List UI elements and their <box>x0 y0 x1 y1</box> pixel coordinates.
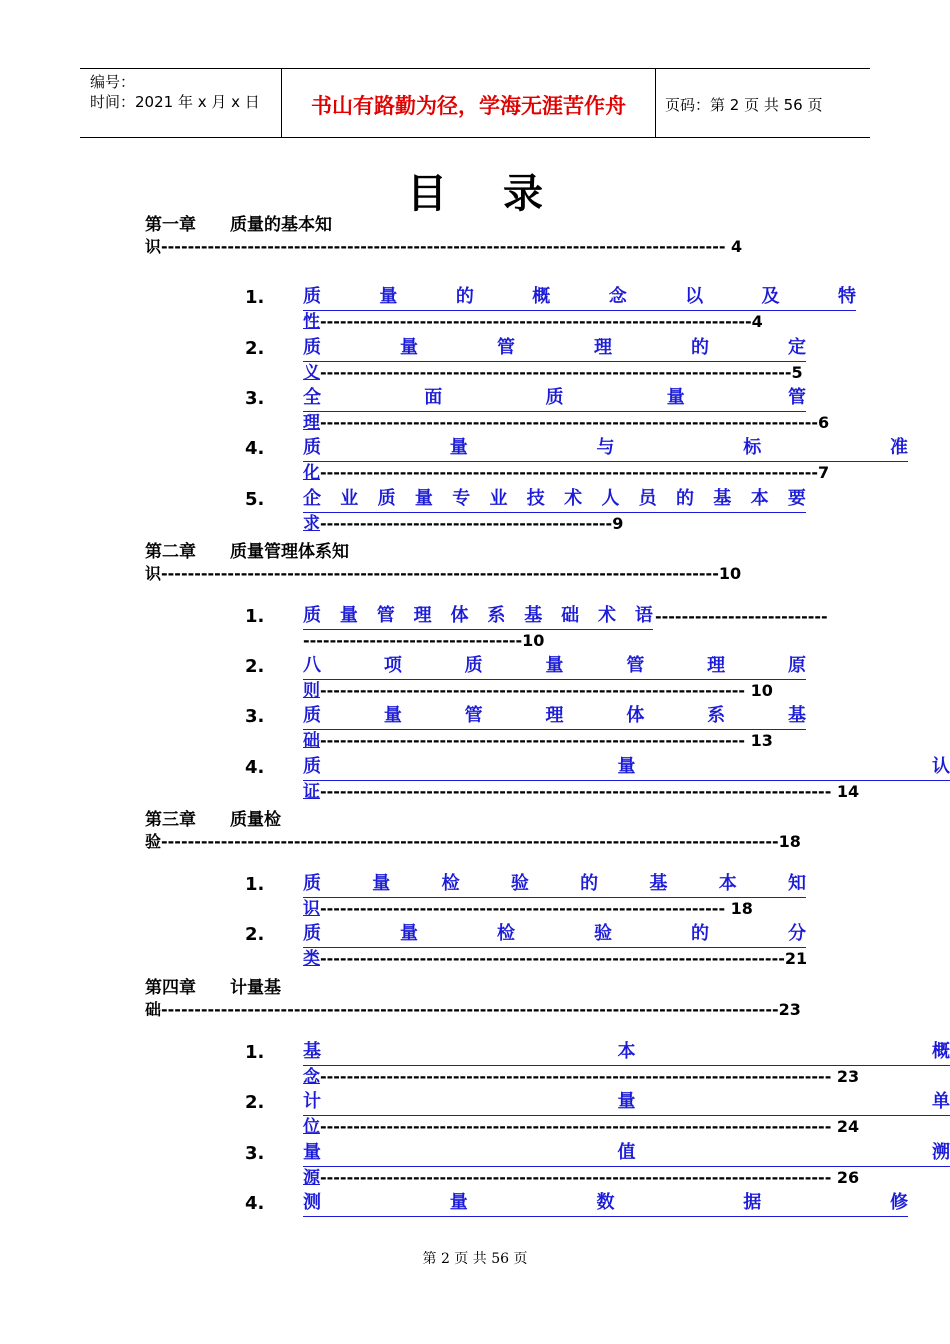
toc-item-page: 9 <box>612 514 624 533</box>
toc-item-char: 人 <box>601 488 620 509</box>
toc-item-char: 管 <box>788 387 806 408</box>
toc-item-char: 量 <box>449 1192 468 1213</box>
toc-item-char: 量 <box>383 705 402 726</box>
motto-text: 书山有路勤为径，学海无涯苦作舟 <box>311 94 626 118</box>
toc-item-char: 及 <box>761 286 780 307</box>
toc-item-dashes: ----------------------------------------------------------------------- <box>320 363 792 382</box>
toc-item-number: 4. <box>245 1193 265 1214</box>
toc-item-dashes: ----------------------------------------------------------------- <box>320 312 752 331</box>
toc-item-char: 的 <box>580 873 599 894</box>
toc-item-continuation <box>303 681 773 701</box>
toc-item-char: 质 <box>303 337 321 358</box>
chapter-title: 质量管理体系知 <box>230 542 349 562</box>
toc-item-char: 基 <box>713 488 732 509</box>
chapter-title-cont: 验 <box>145 832 162 851</box>
page-footer: 第 2 页 共 56 页 <box>422 1251 528 1267</box>
toc-item-char: 质 <box>377 488 396 509</box>
chapter-dashes: --------------------------------------------------------------------------------------------- <box>161 1000 779 1019</box>
toc-item-link[interactable] <box>303 1091 950 1116</box>
page-header <box>80 68 870 138</box>
toc-item-char: 的 <box>691 923 709 944</box>
toc-item-char: 术 <box>564 488 583 509</box>
toc-item-dashes: -------------------------------------------- <box>320 514 613 533</box>
toc-item-char: 质 <box>545 387 564 408</box>
toc-item-char: 单 <box>932 1091 950 1112</box>
toc-item-page: 14 <box>831 782 860 801</box>
toc-item-page: 24 <box>831 1117 860 1136</box>
header-page-cell <box>655 69 870 137</box>
toc-item-link[interactable] <box>303 655 806 680</box>
toc-item-char: 量 <box>666 387 685 408</box>
toc-item-char: 质 <box>303 705 321 726</box>
toc-item-dashes: ---------------------------------------------------------------------- <box>320 949 785 968</box>
toc-item-char: 标 <box>743 437 762 458</box>
toc-item-char: 管 <box>497 337 515 358</box>
toc-item-number: 2. <box>245 656 265 677</box>
toc-item-char: 专 <box>452 488 471 509</box>
toc-item-number: 1. <box>245 874 265 895</box>
toc-item-dashes: ---------------------------------------------------------------- <box>320 731 745 750</box>
time-label: 时间：2021 年 x 月 x 日 <box>90 93 260 111</box>
chapter-leader <box>145 997 801 1020</box>
toc-item-trailing-dashes: -------------------------- <box>655 607 828 626</box>
toc-item-page: 13 <box>745 731 773 750</box>
toc-item-char: 量 <box>400 923 418 944</box>
toc-item-number: 1. <box>245 606 265 627</box>
toc-item-char: 认 <box>932 756 950 777</box>
toc-item-number: 4. <box>245 438 265 459</box>
toc-item-char: 量 <box>617 756 636 777</box>
toc-item-page: 7 <box>818 463 830 482</box>
toc-item-char: 系 <box>487 605 506 626</box>
toc-item-char: 基 <box>524 605 543 626</box>
toc-item-char: 概 <box>532 286 551 307</box>
toc-item-last-char: 识 <box>303 899 320 919</box>
toc-item-dashes: ------------------------------------------------------------- <box>320 899 726 918</box>
toc-item-number: 3. <box>245 1143 265 1164</box>
toc-item-char: 本 <box>617 1041 636 1062</box>
toc-item-char: 修 <box>890 1192 908 1213</box>
toc-item-char: 管 <box>626 655 645 676</box>
toc-item-char: 业 <box>489 488 508 509</box>
toc-item-link[interactable] <box>303 437 908 462</box>
toc-item-char: 管 <box>464 705 483 726</box>
toc-item-link[interactable] <box>303 1192 908 1217</box>
toc-item-number: 2. <box>245 1092 265 1113</box>
toc-item-char: 念 <box>608 286 627 307</box>
toc-item-char: 项 <box>383 655 402 676</box>
page-info: 页码：第 2 页 共 56 页 <box>665 96 823 114</box>
toc-item-char: 质 <box>303 286 321 307</box>
toc-item-char: 原 <box>787 655 806 676</box>
toc-item-continuation <box>303 514 623 534</box>
toc-item-continuation <box>303 782 859 802</box>
toc-item-char: 质 <box>303 923 321 944</box>
chapter-number: 第四章 <box>145 978 196 998</box>
toc-item-char: 量 <box>303 1142 321 1163</box>
toc-item-number: 1. <box>245 287 265 308</box>
toc-item-char: 数 <box>596 1192 615 1213</box>
toc-item-last-char: 性 <box>303 312 320 332</box>
toc-item-page: 10 <box>522 631 545 650</box>
toc-item-last-char: 则 <box>303 681 320 701</box>
toc-item-char: 术 <box>598 605 616 626</box>
chapter-heading <box>145 973 281 998</box>
toc-item-char: 以 <box>685 286 704 307</box>
chapter-number: 第一章 <box>145 215 196 235</box>
toc-item-dashes: ----------------------------------------------------------------------------- <box>320 1117 832 1136</box>
toc-item-char: 验 <box>510 873 529 894</box>
chapter-leader <box>145 234 742 257</box>
toc-item-dashes: ----------------------------------------------------------------------------- <box>320 782 832 801</box>
toc-item-char: 全 <box>303 387 321 408</box>
header-info-cell <box>80 69 281 137</box>
toc-item-link[interactable] <box>303 873 806 898</box>
toc-item-number: 4. <box>245 757 265 778</box>
chapter-dashes: ------------------------------------------------------------------------------------- <box>161 237 726 256</box>
chapter-leader <box>145 561 741 584</box>
toc-item-link[interactable] <box>303 705 806 730</box>
number-label: 编号： <box>90 73 136 91</box>
toc-item-dashes: --------------------------------------------------------------------------- <box>320 463 819 482</box>
toc-item-char: 量 <box>372 873 391 894</box>
toc-item-char: 量 <box>617 1091 636 1112</box>
chapter-heading <box>145 210 332 235</box>
toc-item-char: 计 <box>303 1091 321 1112</box>
toc-item-char: 八 <box>303 655 321 676</box>
toc-item-char: 溯 <box>932 1142 950 1163</box>
toc-item-char: 据 <box>743 1192 762 1213</box>
chapter-page: 18 <box>778 832 801 851</box>
toc-item-link[interactable] <box>303 1041 950 1066</box>
toc-item-continuation <box>303 312 763 332</box>
toc-item-link[interactable] <box>303 605 653 630</box>
toc-item-number: 5. <box>245 489 265 510</box>
toc-item-last-char: 念 <box>303 1067 320 1087</box>
toc-item-page: 5 <box>791 363 803 382</box>
toc-item-last-char: 类 <box>303 949 320 969</box>
toc-item-page: 21 <box>784 949 808 968</box>
toc-item-char: 质 <box>464 655 483 676</box>
toc-item-char: 基 <box>303 1041 321 1062</box>
page-title: 目录 <box>407 170 599 217</box>
toc-item-continuation <box>303 731 773 751</box>
chapter-dashes: --------------------------------------------------------------------------------------------- <box>161 832 779 851</box>
toc-item-char: 的 <box>691 337 709 358</box>
toc-item-char: 量 <box>449 437 468 458</box>
toc-item-char: 准 <box>890 437 908 458</box>
toc-item-number: 3. <box>245 388 265 409</box>
toc-item-char: 检 <box>497 923 515 944</box>
toc-item-last-char: 求 <box>303 514 320 534</box>
toc-item-char: 测 <box>303 1192 321 1213</box>
toc-item-number: 2. <box>245 924 265 945</box>
toc-item-link[interactable] <box>303 488 806 513</box>
toc-item-char: 质 <box>303 756 321 777</box>
toc-item-char: 理 <box>545 705 564 726</box>
toc-item-link[interactable] <box>303 286 856 311</box>
toc-item-number: 1. <box>245 1042 265 1063</box>
toc-item-char: 管 <box>376 605 395 626</box>
toc-item-dashes: --------------------------------------------------------------------------- <box>320 413 819 432</box>
toc-item-continuation <box>303 949 807 969</box>
toc-item-number: 3. <box>245 706 265 727</box>
toc-item-continuation <box>303 899 753 919</box>
chapter-heading <box>145 537 349 562</box>
toc-item-char: 量 <box>379 286 398 307</box>
chapter-heading <box>145 805 281 830</box>
toc-item-page: 10 <box>745 681 773 700</box>
toc-item-char: 业 <box>340 488 359 509</box>
toc-item-page: 23 <box>831 1067 860 1086</box>
toc-item-last-char: 位 <box>303 1117 320 1137</box>
toc-item-char: 础 <box>561 605 580 626</box>
chapter-title: 计量基 <box>230 978 281 998</box>
toc-item-char: 基 <box>649 873 668 894</box>
toc-item-char: 量 <box>339 605 358 626</box>
toc-item-link[interactable] <box>303 923 806 948</box>
toc-item-continuation <box>303 1168 859 1188</box>
toc-item-dashes: --------------------------------- <box>303 631 523 650</box>
toc-item-dashes: ---------------------------------------------------------------- <box>320 681 745 700</box>
chapter-title: 质量的基本知 <box>230 215 332 235</box>
toc-item-continuation <box>303 463 829 483</box>
toc-item-last-char: 础 <box>303 731 320 751</box>
toc-item-number: 2. <box>245 338 265 359</box>
toc-item-char: 特 <box>837 286 856 307</box>
chapter-title-cont: 础 <box>145 1000 162 1019</box>
toc-item-dashes: ----------------------------------------------------------------------------- <box>320 1067 832 1086</box>
chapter-leader <box>145 829 801 852</box>
toc-item-char: 语 <box>634 605 653 626</box>
chapter-title-cont: 识 <box>145 564 162 583</box>
toc-item-continuation <box>303 363 803 383</box>
toc-item-continuation <box>303 413 829 433</box>
toc-item-char: 基 <box>787 705 806 726</box>
toc-item-char: 体 <box>626 705 645 726</box>
toc-item-char: 要 <box>787 488 806 509</box>
toc-item-char: 员 <box>638 488 657 509</box>
chapter-number: 第二章 <box>145 542 196 562</box>
toc-item-char: 理 <box>707 655 726 676</box>
toc-item-last-char: 源 <box>303 1168 320 1188</box>
chapter-title-cont: 识 <box>145 237 162 256</box>
toc-item-char: 技 <box>526 488 545 509</box>
chapter-number: 第三章 <box>145 810 196 830</box>
toc-item-char: 验 <box>594 923 612 944</box>
toc-item-char: 面 <box>424 387 443 408</box>
toc-item-last-char: 化 <box>303 463 320 483</box>
chapter-page: 10 <box>718 564 742 583</box>
toc-item-char: 知 <box>787 873 806 894</box>
toc-item-last-char: 证 <box>303 782 320 802</box>
toc-item-last-char: 理 <box>303 413 320 433</box>
toc-item-char: 企 <box>303 488 321 509</box>
toc-item-char: 值 <box>617 1142 636 1163</box>
toc-item-char: 理 <box>594 337 612 358</box>
toc-item-link[interactable] <box>303 756 950 781</box>
toc-item-char: 质 <box>303 605 321 626</box>
toc-item-continuation <box>303 1117 859 1137</box>
toc-item-link[interactable] <box>303 1142 950 1167</box>
toc-item-page: 4 <box>751 312 763 331</box>
toc-item-char: 系 <box>707 705 726 726</box>
toc-item-char: 量 <box>545 655 564 676</box>
toc-item-char: 概 <box>932 1041 950 1062</box>
toc-item-char: 检 <box>441 873 460 894</box>
toc-item-char: 理 <box>413 605 432 626</box>
chapter-page: 23 <box>778 1000 801 1019</box>
chapter-title: 质量检 <box>230 810 281 830</box>
toc-item-char: 本 <box>750 488 769 509</box>
toc-item-dashes: ----------------------------------------------------------------------------- <box>320 1168 832 1187</box>
toc-item-link[interactable] <box>303 387 806 412</box>
toc-item-char: 体 <box>450 605 469 626</box>
toc-item-char: 质 <box>303 437 321 458</box>
toc-item-char: 分 <box>788 923 806 944</box>
toc-item-char: 定 <box>788 337 806 358</box>
toc-item-continuation <box>303 1067 859 1087</box>
toc-item-page: 26 <box>831 1168 860 1187</box>
toc-item-char: 量 <box>414 488 433 509</box>
chapter-dashes: ------------------------------------------------------------------------------------ <box>161 564 719 583</box>
toc-item-char: 的 <box>675 488 694 509</box>
chapter-page: 4 <box>725 237 743 256</box>
toc-item-char: 量 <box>400 337 418 358</box>
toc-item-page: 6 <box>818 413 830 432</box>
toc-item-last-char: 义 <box>303 363 320 383</box>
toc-item-char: 的 <box>455 286 474 307</box>
toc-item-char: 与 <box>596 437 615 458</box>
toc-item-char: 质 <box>303 873 321 894</box>
toc-item-link[interactable] <box>303 337 806 362</box>
toc-item-char: 本 <box>718 873 737 894</box>
header-motto-cell <box>281 69 656 137</box>
toc-item-page: 18 <box>725 899 753 918</box>
toc-item-continuation <box>303 631 544 651</box>
